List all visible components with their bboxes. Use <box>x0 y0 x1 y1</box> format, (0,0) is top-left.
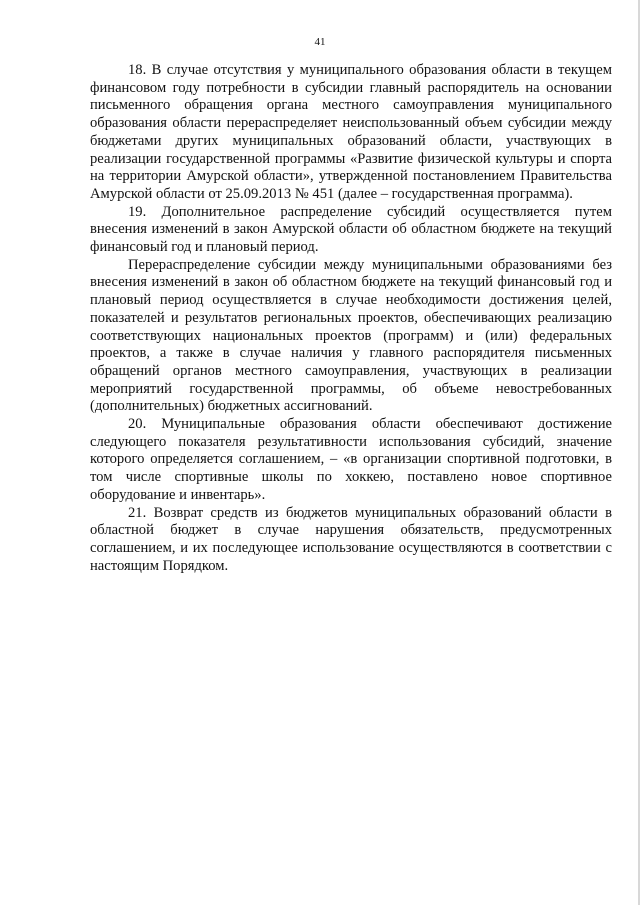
paragraph-18: 18. В случае отсутствия у муниципального образования области в текущем финансовом году потребности в субсидии главный распорядитель на основании письменного обращения органа местного самоуправления муниципального образования области перераспределяет неиспользованный объем субсидии между бюджетами других муниципальных образований области, участвующих в реализации государственной программы «Развитие физической культуры и спорта на территории Амурской области», утвержденной постановлением Правительства Амурской области от 25.09.2013 № 451 (далее – государственная программа). <box>90 62 612 202</box>
paragraph-redistribution: Перераспределение субсидии между муниципальными образованиями без внесения изменений в закон об областном бюджете на текущий финансовый год и плановый период осуществляется в случае необходимости достижения целей, показателей и результатов региональных проектов, обеспечивающих реализацию соответствующих национальных проектов (программ) и (или) федеральных проектов, а также в случае наличия у главного распорядителя письменных обращений органов местного самоуправления, участвующих в реализации мероприятий государственной программы, об объеме невостребованных (дополнительных) бюджетных ассигнований. <box>90 256 612 415</box>
paragraph-19: 19. Дополнительное распределение субсидий осуществляется путем внесения изменений в закон Амурской области об областном бюджете на текущий финансовый год и плановый период. <box>90 203 612 256</box>
document-body <box>90 62 612 575</box>
paragraph-20: 20. Муниципальные образования области обеспечивают достижение следующего показателя результативности использования субсидий, значение которого определяется соглашением, – «в организации спортивной подготовки, в том числе спортивные школы по хоккею, поставлено новое спортивное оборудование и инвентарь». <box>90 416 612 503</box>
page-number: 41 <box>314 36 326 48</box>
paragraph-21: 21. Возврат средств из бюджетов муниципальных образований области в областной бюджет в случае нарушения обязательств, предусмотренных соглашением, и их последующее использование осуществляются в соответствии с настоящим Порядком. <box>90 504 612 574</box>
